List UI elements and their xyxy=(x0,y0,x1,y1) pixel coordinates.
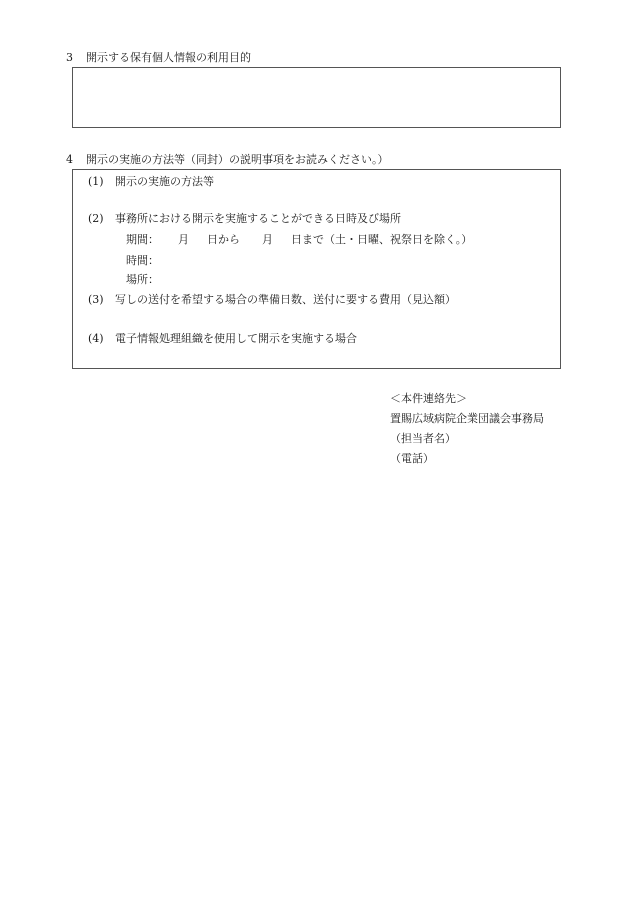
time-label: 時間： xyxy=(126,254,159,267)
period-day-until: 日まで（土・日曜、祝祭日を除く。） xyxy=(291,233,473,246)
contact-person: （担当者名） xyxy=(390,432,456,445)
place-label: 場所： xyxy=(126,273,159,286)
section3-title: 開示する保有個人情報の利用目的 xyxy=(86,51,251,64)
item2-number: (2) xyxy=(88,212,104,225)
item1-number: (1) xyxy=(88,175,104,188)
period-month-end: 月 xyxy=(262,233,273,246)
contact-heading: ＜本件連絡先＞ xyxy=(390,392,467,405)
period-day-from: 日から xyxy=(207,233,240,246)
section4-number: 4 xyxy=(66,153,73,166)
item1-text: 開示の実施の方法等 xyxy=(115,175,214,188)
item4-number: (4) xyxy=(88,332,104,345)
period-month-start: 月 xyxy=(178,233,189,246)
item3-text: 写しの送付を希望する場合の準備日数、送付に要する費用（見込額） xyxy=(115,293,456,306)
item3-number: (3) xyxy=(88,293,104,306)
period-label: 期間： xyxy=(126,233,159,246)
item4-text: 電子情報処理組織を使用して開示を実施する場合 xyxy=(115,332,357,345)
contact-phone: （電話） xyxy=(390,452,434,465)
contact-office: 置賜広域病院企業団議会事務局 xyxy=(390,412,544,425)
section4-title: 開示の実施の方法等（同封）の説明事項をお読みください。） xyxy=(86,153,389,166)
section3-number: 3 xyxy=(66,51,73,64)
purpose-input-box[interactable] xyxy=(72,67,561,128)
item2-text: 事務所における開示を実施することができる日時及び場所 xyxy=(115,212,401,225)
